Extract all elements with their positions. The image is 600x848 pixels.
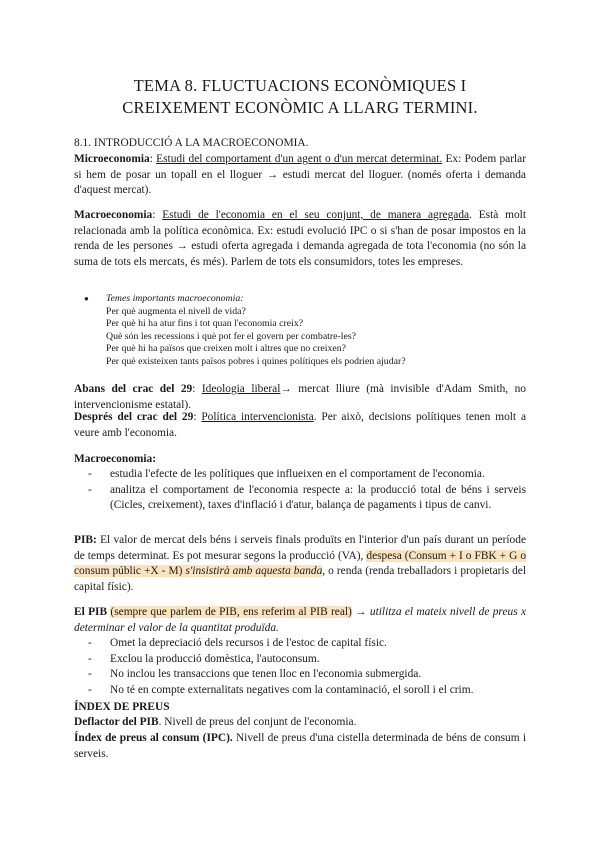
- deflator-text: . Nivell de preus del conjunt de l'economia.: [158, 716, 357, 728]
- micro-paragraph: [74, 152, 526, 199]
- macro2-heading-text: Macroeconomia:: [74, 453, 157, 465]
- before-term: Abans del crac del 29: [74, 383, 193, 395]
- section-heading: 8.1. INTRODUCCIÓ A LA MACROECONOMIA.: [74, 137, 309, 149]
- macro-paragraph: [74, 208, 526, 270]
- micro-colon: :: [149, 153, 157, 165]
- deflator-paragraph: [74, 715, 526, 731]
- macro-term: Macroeconomia: [74, 209, 153, 221]
- topic-question: Què són les recessions i què pot fer el govern per combatre-les?: [106, 330, 357, 342]
- document-title-line-2: CREIXEMENT ECONÒMIC A LLARG TERMINI.: [122, 98, 478, 117]
- before-paragraph: [74, 382, 526, 413]
- topics-heading-row: [84, 293, 524, 306]
- list-item: - Omet la depreciació dels recursos i de l'estoc de capital físic.: [88, 637, 387, 649]
- after-term: Després del crac del 29: [74, 411, 194, 423]
- index-heading-text: ÍNDEX DE PREUS: [74, 701, 170, 713]
- topic-question: Per què hi ha països que creixen molt i altres que no creixen?: [106, 343, 346, 355]
- macro-rest: . Està molt relacionada amb la política econòmica. Ex: estudi evolució IPC o si s'han de posar impostos en la renda de les persones → estudi oferta agregada i demanda agregada de tota l'economia (no són la suma de tots els mercats, és més). Parlem de tots els consumidors, totes les empreses.: [74, 209, 526, 268]
- micro-term: Microeconomia: [74, 153, 150, 165]
- pib2-italic: utilitza el mateix nivell de preus x determinar el valor de la quantitat produïda.: [74, 606, 526, 634]
- before-rest: → mercat lliure (mà invisible d'Adam Smith, no intervencionisme estatal).: [74, 383, 527, 411]
- macro-definition: Estudi de l'economia en el seu conjunt, de manera agregada: [162, 209, 470, 221]
- list-item: - estudia l'efecte de les polítiques que influeixen en el comportament de l'economia.: [88, 468, 485, 480]
- pib2-arrow: →: [351, 606, 370, 618]
- topics-list: [84, 293, 524, 369]
- list-item: - No té en compte externalitats negatives com la contaminació, el soroll i el crim.: [88, 683, 474, 696]
- macro-colon: :: [152, 209, 163, 221]
- micro-rest: Ex: Podem parlar si hem de posar un topall en el lloguer → estudi mercat del lloguer. (només oferta i demanda d'aquest mercat).: [74, 153, 527, 196]
- before-idea: Ideologia liberal: [201, 383, 281, 395]
- list-item: - Exclou la producció domèstica, l'autoconsum.: [88, 652, 320, 665]
- pib2-highlight: (sempre que parlem de PIB, ens referim al PIB real): [110, 606, 352, 618]
- pib-highlight-italic: s'insistirà amb aquesta banda: [185, 565, 323, 577]
- pib-text-2: , o renda (renda treballadors i propietaris del capital físic).: [74, 565, 526, 593]
- ipc-term: Índex de preus al consum (IPC).: [74, 732, 233, 744]
- list-item: - analitza el comportament de l'economia respecte a: la producció total de béns i serveis (Cicles, creixement), taxes d'inflació i d'atur, balança de pagaments i tipus de canvi.: [88, 483, 526, 511]
- ipc-paragraph: [74, 731, 526, 762]
- pib2-paragraph: [74, 605, 526, 636]
- before-colon: :: [192, 383, 202, 395]
- pib2-list: [88, 636, 526, 698]
- after-paragraph: [74, 410, 526, 441]
- after-colon: :: [193, 411, 202, 423]
- index-heading: [74, 700, 526, 716]
- pib-paragraph: [74, 533, 526, 595]
- macro2-list: [88, 467, 526, 514]
- pib-highlight: despesa (Consum + I o FBK + G o consum públic +X - M) s'insistirà amb aquesta banda: [74, 549, 527, 577]
- bullet-icon: ●: [84, 294, 89, 303]
- document-title-line-1: TEMA 8. FLUCTUACIONS ECONÒMIQUES I: [133, 76, 467, 95]
- micro-definition: Estudi del comportament d'un agent o d'un mercat determinat.: [156, 153, 443, 165]
- topic-question: Per què augmenta el nivell de vida?: [106, 305, 246, 317]
- topics-heading: Temes importants macroeconomia:: [106, 293, 244, 304]
- list-item: - No inclou les transaccions que tenen lloc en l'economia submergida.: [88, 668, 422, 680]
- pib2-term: El PIB: [74, 606, 108, 618]
- after-idea: Política intervencionista: [201, 411, 314, 423]
- ipc-text: Nivell de preus d'una cistella determinada de béns de consum i serveis.: [74, 732, 526, 760]
- after-rest: . Per això, decisions polítiques tenen molt a veure amb l'economia.: [74, 411, 526, 439]
- topic-question: Per què existeixen tants països pobres i quines polítiques els podrien ajudar?: [106, 355, 406, 367]
- pib-term: PIB:: [74, 534, 97, 546]
- macro2-heading: [74, 452, 526, 468]
- topic-question: Per què hi ha atur fins i tot quan l'economia creix?: [106, 318, 304, 330]
- pib-text-1: El valor de mercat dels béns i serveis finals produïts en l'interior d'un país durant un període de temps determinat. Es pot mesurar segons la producció (VA),: [74, 534, 526, 562]
- deflator-term: Deflactor del PIB: [74, 716, 159, 728]
